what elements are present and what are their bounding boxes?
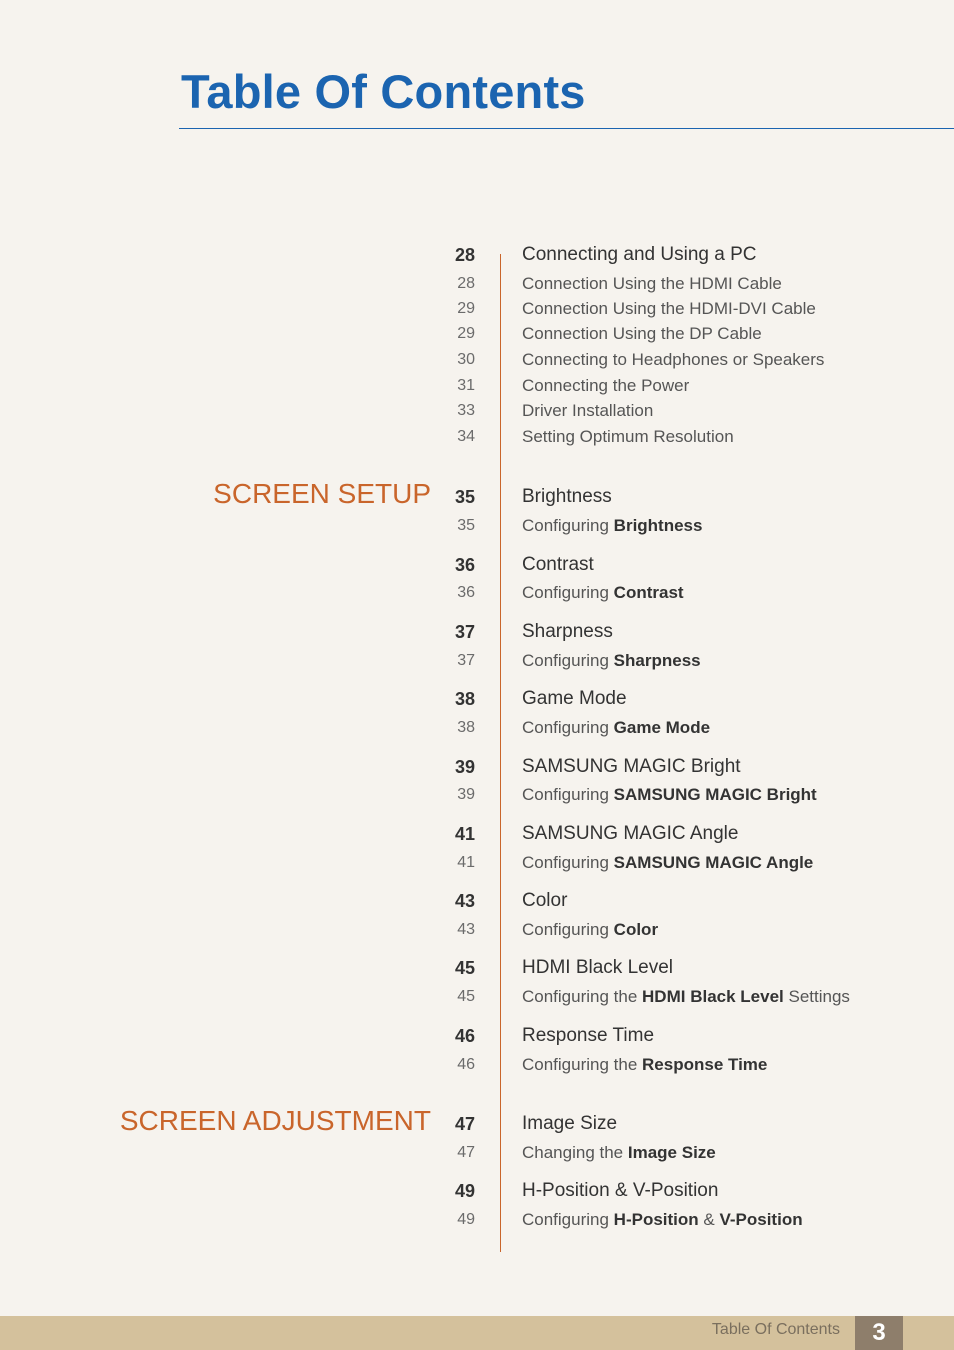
- toc-heading-row[interactable]: [0, 889, 954, 913]
- toc-heading-row[interactable]: [0, 243, 954, 267]
- toc-subentry-row[interactable]: [0, 581, 954, 605]
- toc-entry-title: [522, 297, 816, 321]
- toc-entry-emphasis: Color: [613, 920, 659, 939]
- toc-entry-text: Brightness: [522, 486, 612, 507]
- toc-entry-text: H-Position & V-Position: [522, 1180, 719, 1201]
- toc-entry-emphasis: H-Position: [613, 1210, 699, 1229]
- toc-page-number: 29: [457, 300, 475, 317]
- toc-subentry-row[interactable]: [0, 716, 954, 740]
- toc-entry-text: Response Time: [522, 1025, 655, 1046]
- toc-page-number: 45: [457, 988, 475, 1005]
- toc-entry-title: [522, 514, 702, 538]
- toc-page-number: 35: [454, 487, 475, 507]
- toc-page-number: 43: [454, 891, 475, 911]
- toc-subentry-row[interactable]: [0, 649, 954, 673]
- toc-entry-text: Color: [522, 890, 568, 911]
- toc-entry-title: [522, 553, 594, 577]
- toc-heading-row[interactable]: [0, 755, 954, 779]
- toc-entry-text: Configuring the: [522, 1055, 643, 1074]
- toc-entry-title: [522, 1208, 803, 1232]
- toc-page-number: 38: [457, 719, 475, 736]
- toc-entry-text: Connection Using the DP Cable: [522, 324, 762, 343]
- toc-entry-emphasis: SAMSUNG MAGIC Bright: [613, 785, 817, 804]
- toc-subentry-row[interactable]: [0, 514, 954, 538]
- toc-entry-text: Changing the: [522, 1143, 628, 1162]
- toc-entry-emphasis: HDMI Black Level: [642, 987, 784, 1006]
- toc-entry-title: [522, 755, 741, 779]
- toc-entry-emphasis: SAMSUNG MAGIC Angle: [613, 853, 814, 872]
- toc-page-number: 46: [454, 1026, 475, 1046]
- toc-entry-title: [522, 399, 653, 423]
- toc-page-number: 35: [457, 517, 475, 534]
- toc-entry-title: [522, 581, 684, 605]
- toc-entry-title: [522, 687, 627, 711]
- toc-subentry-row[interactable]: [0, 399, 954, 423]
- toc-entry-title: [522, 272, 782, 296]
- toc-heading-row[interactable]: [0, 485, 954, 509]
- toc-entry-text: Image Size: [522, 1113, 618, 1134]
- toc-entry-title: [522, 716, 710, 740]
- page-title: Table Of Contents: [181, 65, 586, 118]
- toc-entry-title: [522, 649, 701, 673]
- toc-entry-emphasis: Sharpness: [613, 651, 701, 670]
- toc-subentry-row[interactable]: [0, 425, 954, 449]
- toc-page-number: 49: [457, 1211, 475, 1228]
- toc-page-number: 43: [457, 921, 475, 938]
- section-label-screen-setup: SCREEN SETUP: [213, 478, 431, 509]
- toc-entry-title: [522, 374, 689, 398]
- toc-entry-text: Configuring: [522, 920, 614, 939]
- toc-page-number: 38: [454, 689, 475, 709]
- toc-subentry-row[interactable]: [0, 851, 954, 875]
- toc-entry-title: [522, 1024, 654, 1048]
- toc-entry-title: [522, 425, 734, 449]
- toc-page-number: 49: [454, 1181, 475, 1201]
- toc-page-number: 46: [457, 1056, 475, 1073]
- toc-page-number: 31: [457, 377, 475, 394]
- toc-entry-text: HDMI Black Level: [522, 957, 673, 978]
- toc-entry-title: [522, 889, 567, 913]
- toc-subentry-row[interactable]: [0, 272, 954, 296]
- toc-entry-emphasis: Contrast: [613, 583, 684, 602]
- toc-page-number: 36: [457, 584, 475, 601]
- toc-entry-title: [522, 348, 824, 372]
- toc-heading-row[interactable]: [0, 1179, 954, 1203]
- toc-subentry-row[interactable]: [0, 348, 954, 372]
- toc-entry-title: [522, 1141, 716, 1165]
- toc-entry-text: Connection Using the HDMI Cable: [522, 274, 782, 293]
- toc-page-number: 29: [457, 325, 475, 342]
- toc-entry-text: Configuring: [522, 583, 614, 602]
- toc-entry-text: SAMSUNG MAGIC Angle: [522, 823, 739, 844]
- toc-entry-text: Connection Using the HDMI-DVI Cable: [522, 299, 816, 318]
- toc-entry-title: [522, 985, 850, 1009]
- toc-page-number: 41: [454, 824, 475, 844]
- toc-entry-title: [522, 822, 738, 846]
- toc-entry-title: [522, 243, 756, 267]
- toc-entry-text: Contrast: [522, 554, 594, 575]
- toc-page-number: 45: [454, 958, 475, 978]
- toc-subentry-row[interactable]: [0, 985, 954, 1009]
- toc-entry-text: &: [698, 1210, 720, 1229]
- toc-entry-text: Configuring: [522, 785, 614, 804]
- toc-subentry-row[interactable]: [0, 374, 954, 398]
- toc-page-number: 28: [457, 275, 475, 292]
- toc-heading-row[interactable]: [0, 1024, 954, 1048]
- footer-page-number: 3: [855, 1316, 903, 1350]
- toc-entry-text: Game Mode: [522, 688, 627, 709]
- toc-heading-row[interactable]: [0, 687, 954, 711]
- toc-subentry-row[interactable]: [0, 918, 954, 942]
- toc-entry-text: Settings: [783, 987, 850, 1006]
- toc-heading-row[interactable]: [0, 1112, 954, 1136]
- toc-entry-emphasis: Game Mode: [613, 718, 711, 737]
- toc-entry-title: [522, 620, 613, 644]
- toc-page-number: 37: [454, 622, 475, 642]
- toc-heading-row[interactable]: [0, 956, 954, 980]
- toc-page-number: 36: [454, 555, 475, 575]
- toc-page-number: 39: [454, 757, 475, 777]
- section-label-screen-adjustment: SCREEN ADJUSTMENT: [119, 1105, 431, 1136]
- toc-heading-row[interactable]: [0, 553, 954, 577]
- toc-entry-title: [522, 485, 612, 509]
- toc-subentry-row[interactable]: [0, 297, 954, 321]
- toc-entry-title: [522, 783, 817, 807]
- toc-heading-row[interactable]: [0, 822, 954, 846]
- toc-page-number: 47: [454, 1114, 475, 1134]
- toc-page-number: 28: [454, 245, 475, 265]
- toc-page-number: 37: [457, 652, 475, 669]
- toc-entry-text: Configuring: [522, 651, 614, 670]
- toc-entry-text: Configuring: [522, 718, 614, 737]
- toc-entry-text: Driver Installation: [522, 401, 654, 420]
- toc-entry-title: [522, 1179, 718, 1203]
- toc-entry-text: Configuring: [522, 853, 614, 872]
- toc-entry-title: [522, 918, 658, 942]
- toc-subentry-row[interactable]: [0, 1208, 954, 1232]
- toc-entry-emphasis: Brightness: [613, 516, 703, 535]
- toc-subentry-row[interactable]: [0, 322, 954, 346]
- toc-page-number: 33: [457, 402, 475, 419]
- toc-page-number: 30: [457, 351, 475, 368]
- toc-entry-emphasis: Response Time: [642, 1055, 768, 1074]
- toc-entry-title: [522, 956, 673, 980]
- toc-entry-text: Configuring the: [522, 987, 643, 1006]
- toc-entry-emphasis: V-Position: [719, 1210, 803, 1229]
- toc-entry-title: [522, 322, 762, 346]
- toc-entry-text: Connecting to Headphones or Speakers: [522, 350, 825, 369]
- toc-entry-text: Connecting and Using a PC: [522, 244, 757, 265]
- toc-entry-text: Setting Optimum Resolution: [522, 427, 734, 446]
- toc-entry-emphasis: Image Size: [627, 1143, 716, 1162]
- toc-entry-title: [522, 851, 813, 875]
- toc-entry-text: Connecting the Power: [522, 376, 690, 395]
- footer-label: Table Of Contents: [711, 1321, 840, 1338]
- toc-subentry-row[interactable]: [0, 1053, 954, 1077]
- toc-entry-title: [522, 1053, 767, 1077]
- toc-entry-text: Sharpness: [522, 621, 613, 642]
- toc-page-number: 39: [457, 786, 475, 803]
- toc-subentry-row[interactable]: [0, 1141, 954, 1165]
- toc-page-number: 47: [457, 1144, 475, 1161]
- toc-entry-title: [522, 1112, 617, 1136]
- toc-heading-row[interactable]: [0, 620, 954, 644]
- title-rule: [179, 128, 954, 129]
- toc-entry-text: SAMSUNG MAGIC Bright: [522, 756, 741, 777]
- toc-page-number: 34: [457, 428, 475, 445]
- toc-subentry-row[interactable]: [0, 783, 954, 807]
- toc-entry-text: Configuring: [522, 1210, 614, 1229]
- toc-entry-text: Configuring: [522, 516, 614, 535]
- toc-page-number: 41: [457, 854, 475, 871]
